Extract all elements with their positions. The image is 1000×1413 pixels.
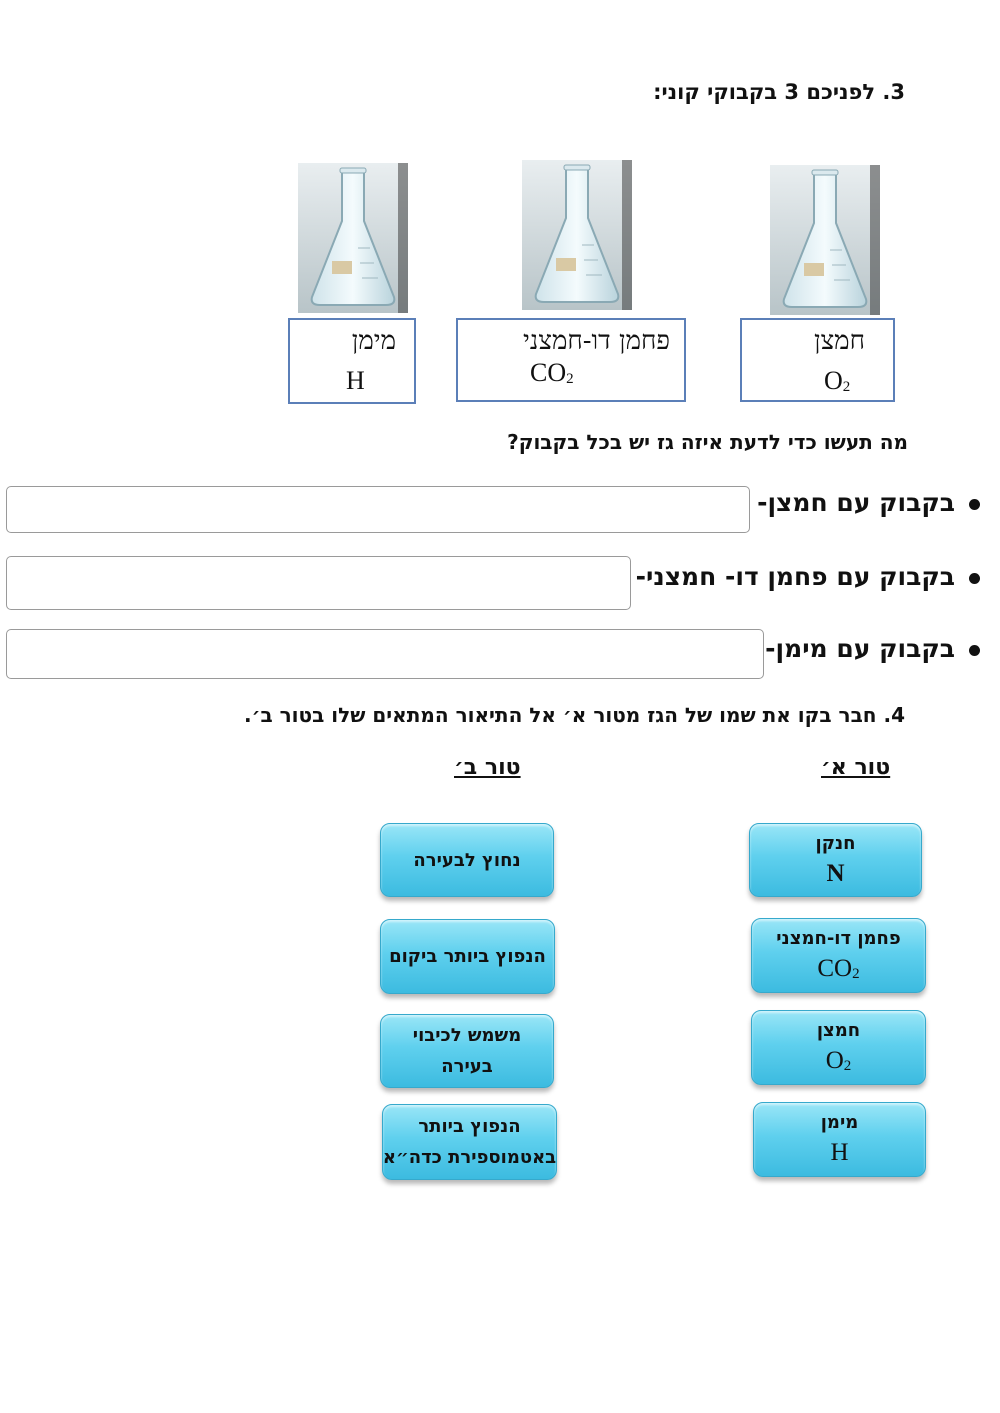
question-3-title: 3. לפניכם 3 בקבוקי קוני: xyxy=(653,80,905,104)
flask-label-name: פחמן דו-חמצני xyxy=(523,326,670,356)
flask-label-carbon-dioxide xyxy=(456,318,686,402)
question-3-prompt: מה תעשו כדי לדעת איזה גז יש בכל בקבוק? xyxy=(507,430,908,454)
answer-input-oxygen[interactable] xyxy=(6,486,750,533)
flask-label-formula: H xyxy=(346,366,365,395)
tile-gas-formula: H xyxy=(830,1139,849,1166)
tile-gas-formula: $O_2$ xyxy=(825,1047,852,1074)
column-b-tile-1[interactable] xyxy=(380,823,554,897)
answer-label-oxygen: בקבוק עם חמצן- xyxy=(757,488,980,517)
tile-description: באטמוספירת כדה״א xyxy=(382,1147,557,1168)
tile-description: נחוץ לבעירה xyxy=(413,849,521,871)
tile-gas-formula: N xyxy=(826,859,845,887)
flask-label-formula: $CO_2$ xyxy=(530,358,574,387)
column-b-tile-4[interactable] xyxy=(382,1104,557,1180)
tile-gas-name: מימן xyxy=(820,1112,859,1133)
tile-description: משמש לכיבוי xyxy=(412,1025,522,1046)
bullet-icon xyxy=(969,573,980,584)
tile-description: הנפוץ ביותר ביקום xyxy=(389,946,546,967)
bullet-icon xyxy=(969,645,980,656)
tile-gas-name: חנקן xyxy=(815,832,856,854)
answer-label-carbon-dioxide: בקבוק עם פחמן דו- חמצני- xyxy=(636,562,980,591)
question-4-title: 4. חבר בקו את שמו של הגז מטור א׳ אל התיאור המתאים שלו בטור ב׳. xyxy=(243,703,905,727)
flask-icon xyxy=(522,160,632,314)
tile-description: בעירה xyxy=(441,1056,493,1077)
column-b-header: טור ב׳ xyxy=(454,755,521,780)
column-b-tile-2[interactable] xyxy=(380,919,555,994)
flask-label-name: מימן xyxy=(351,326,396,356)
flask-label-formula: $O_2$ xyxy=(824,366,851,395)
flask-label-hydrogen xyxy=(288,318,416,404)
column-a-header: טור א׳ xyxy=(821,755,891,780)
column-a-tile-hydrogen[interactable] xyxy=(753,1102,926,1177)
column-b-tile-3[interactable] xyxy=(380,1014,554,1088)
answer-input-hydrogen[interactable] xyxy=(6,629,764,679)
flask-label-name: חמצן xyxy=(813,326,865,356)
tile-gas-name: חמצן xyxy=(816,1020,861,1041)
tile-description: הנפוץ ביותר xyxy=(418,1116,521,1137)
tile-gas-formula: $CO_2$ xyxy=(817,955,860,982)
tile-gas-name: פחמן דו-חמצני xyxy=(776,928,901,949)
column-a-tile-carbon-dioxide[interactable] xyxy=(751,918,926,993)
flask-label-oxygen xyxy=(740,318,895,402)
flask-icon xyxy=(770,165,880,319)
flask-icon xyxy=(298,163,408,317)
bullet-icon xyxy=(969,499,980,510)
column-a-tile-nitrogen[interactable] xyxy=(749,823,922,897)
answer-input-carbon-dioxide[interactable] xyxy=(6,556,631,610)
column-a-tile-oxygen[interactable] xyxy=(751,1010,926,1085)
answer-label-hydrogen: בקבוק עם מימן- xyxy=(765,634,980,663)
